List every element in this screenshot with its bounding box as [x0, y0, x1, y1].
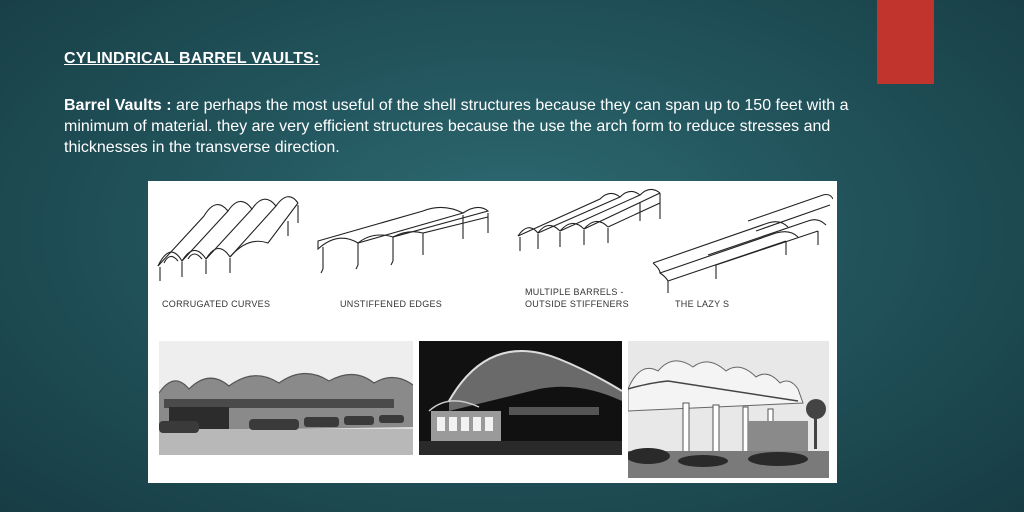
lazy-s-building-photo — [628, 341, 829, 478]
caption-multiple-line2: OUTSIDE STIFFENERS — [525, 299, 629, 309]
corrugated-curves-sketch — [148, 181, 318, 301]
caption-lazy-s: THE LAZY S — [675, 299, 730, 309]
figure-panel — [148, 181, 837, 483]
body-text: are perhaps the most useful of the shell structures because they can span up to 150 feet with a minimum of material. they are very efficient structures because the use the arch form to reduce stresses and thicknesses in the transverse direction. — [64, 97, 849, 156]
slide-title: CYLINDRICAL BARREL VAULTS: — [64, 50, 320, 67]
multiple-barrels-sketch — [510, 181, 670, 286]
corrugated-building-photo — [159, 341, 413, 455]
slide-body — [64, 95, 864, 158]
unstiffened-edges-sketch — [313, 181, 493, 301]
caption-multiple-line1: MULTIPLE BARRELS - — [525, 287, 624, 297]
lead-term: Barrel Vaults : — [64, 97, 172, 114]
night-building-photo — [419, 341, 622, 455]
lazy-s-sketch — [648, 181, 833, 296]
caption-corrugated: CORRUGATED CURVES — [162, 299, 271, 309]
accent-bar — [877, 0, 934, 84]
caption-unstiffened: UNSTIFFENED EDGES — [340, 299, 443, 309]
